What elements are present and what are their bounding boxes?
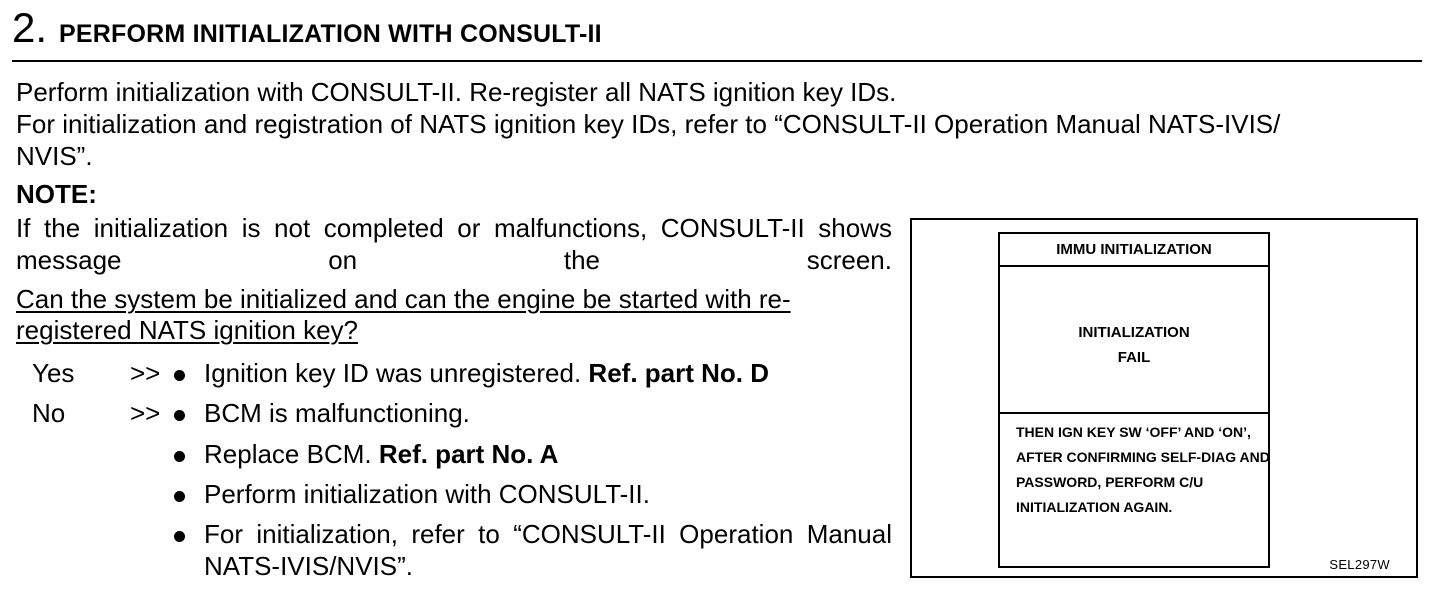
answer-yes-arrow: >> [130, 358, 161, 388]
consult-screen [998, 232, 1270, 568]
decision-question: Can the system be initialized and can the engine be started with re-registered NATS ignition key? [16, 284, 791, 345]
answer-no-label: No [32, 398, 66, 428]
answer-yes-item-text: Ignition key ID was unregistered. [204, 358, 589, 388]
screen-divider [1000, 412, 1268, 414]
bullet-icon [174, 491, 185, 502]
figure-id: SEL297W [1329, 557, 1390, 572]
screen-instructions: THEN IGN KEY SW ‘OFF’ AND ‘ON’, AFTER CONFIRMING SELF-DIAG AND PASSWORD, PERFORM C/U INITIALIZATION AGAIN. [1016, 424, 1270, 515]
answer-yes-item-ref: Ref. part No. D [588, 358, 769, 388]
bullet-icon [174, 451, 185, 462]
answer-no-item-text: BCM is malfunctioning. [204, 398, 470, 428]
note-text: If the initialization is not completed or malfunctions, CONSULT-II shows message on the screen. [16, 213, 892, 275]
step-title: PERFORM INITIALIZATION WITH CONSULT-II [59, 20, 602, 48]
screen-message-line-2: FAIL [1117, 349, 1151, 366]
answer-no-item-text: Perform initialization with CONSULT-II. [204, 479, 650, 509]
answer-yes-label: Yes [32, 358, 75, 388]
answer-no-item-text: Replace BCM. [204, 439, 379, 469]
screen-message [1000, 320, 1268, 370]
body-line-3: NVIS”. [16, 141, 93, 171]
screen-message-line-1: INITIALIZATION [1078, 324, 1190, 341]
consult-screen-figure [910, 218, 1418, 578]
note-label: NOTE: [16, 179, 97, 209]
answer-no-item-multiline: For initialization, refer to “CONSULT-II Operation Manual NATS-IVIS/NVIS”. [204, 519, 892, 581]
bullet-icon [174, 410, 185, 421]
heading-divider [12, 60, 1422, 62]
body-line-1: Perform initialization with CONSULT-II. Re-register all NATS ignition key IDs. [16, 77, 897, 107]
answer-no-item [204, 397, 470, 429]
step-heading [12, 4, 602, 52]
bullet-icon [174, 531, 185, 542]
answer-no-item-ref: Ref. part No. A [378, 439, 559, 469]
answer-no-arrow: >> [130, 398, 161, 428]
bullet-icon [174, 370, 185, 381]
body-line-2: For initialization and registration of NATS ignition key IDs, refer to “CONSULT-II Operation Manual NATS-IVIS/ [16, 109, 1281, 139]
step-number: 2. [12, 4, 48, 51]
answer-no-item [204, 438, 558, 470]
answer-no-item [204, 478, 650, 510]
answer-yes-item [204, 357, 769, 389]
screen-title: IMMU INITIALIZATION [1000, 234, 1268, 267]
